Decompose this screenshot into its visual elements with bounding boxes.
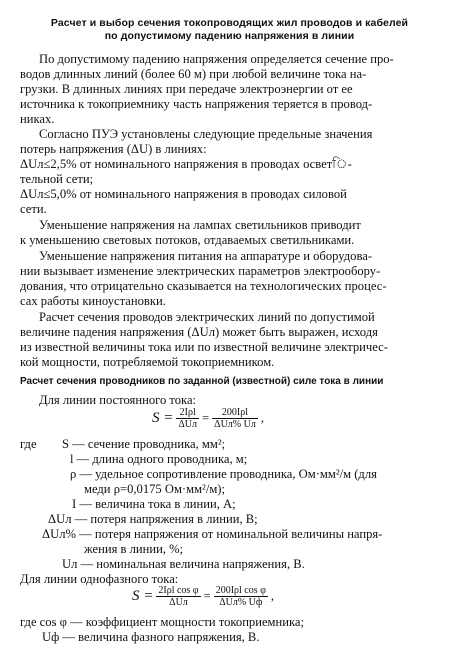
formula-ac-eq: = — [203, 589, 211, 603]
para2-line5: ΔUл≤5,0% от номинального напряжения в проводах силовой — [20, 187, 347, 201]
def-du-pct-cont: жения в линии, %; — [84, 542, 184, 556]
para4-line3: дования, что отрицательно сказывается на технологических процес- — [20, 279, 387, 293]
formula-dc-fraction2 — [212, 407, 258, 430]
ac-intro: Для линии однофазного тока: — [20, 572, 179, 586]
where-label: где — [20, 437, 37, 451]
formula-dc-lhs: S = — [152, 410, 174, 426]
para2-line2: потерь напряжения (ΔU) в линиях: — [20, 142, 207, 156]
formula-ac-fraction2 — [214, 585, 268, 608]
para3-line2: к уменьшению световых потоков, отдаваемых светильниками. — [20, 233, 355, 247]
section-heading-line2: по допустимому падению напряжения в линии — [104, 30, 355, 42]
formula-ac — [132, 585, 274, 608]
def-l: l — длина одного проводника, м; — [70, 452, 248, 466]
formula-ac-f1-num: 2Iρl cos φ — [158, 585, 199, 596]
formula-ac-f2-den: ΔUл% Uф — [219, 597, 263, 608]
para4-line1: Уменьшение напряжения питания на аппаратуре и оборудова- — [39, 249, 373, 263]
para5-line3: из известной величины тока или по известной величине электричес- — [20, 340, 388, 354]
formula-dc-tail: , — [260, 411, 264, 425]
formula-dc-f1-num: 2Iρl — [179, 407, 196, 418]
para2-line1: Согласно ПУЭ установлены следующие предельные значения — [39, 127, 373, 141]
para1-line3: грузки. В длинных линиях при передаче электроэнергии от ее — [20, 82, 353, 96]
para5-line1: Расчет сечения проводов электрических линий по допустимой — [39, 310, 375, 324]
def-s: S — сечение проводника, мм²; — [62, 437, 226, 451]
def-rho-cont: меди ρ=0,0175 Ом·мм²/м); — [84, 482, 225, 496]
dc-intro: Для линии постоянного тока: — [39, 393, 197, 407]
para2-line6: сети. — [20, 202, 47, 216]
para1-line2: водов длинных линий (более 60 м) при любой величине тока на- — [20, 67, 367, 81]
para2-line4: тельной сети; — [20, 172, 94, 186]
formula-dc-f2-num: 200Iρl — [221, 407, 249, 418]
formula-ac-tail: , — [270, 589, 275, 603]
para5-line2: величине падения напряжения (ΔUл) может быть выражен, исходя — [20, 325, 378, 339]
para4-line4: сах работы киноустановки. — [20, 294, 166, 308]
formula-ac-fraction1 — [156, 585, 200, 608]
para3-line1: Уменьшение напряжения на лампах светильников приводит — [39, 218, 361, 232]
para4-line2: нии вызывает изменение электрических параметров электрообору- — [20, 264, 381, 278]
formula-dc-eq: = — [202, 411, 210, 425]
para2-line3: ΔUл≤2,5% от номинального напряжения в проводах осветি- — [20, 157, 352, 171]
formula-ac-lhs: S = — [132, 588, 154, 604]
formula-ac-f2-num: 200Iρl cos φ — [215, 585, 266, 596]
def-i: I — величина тока в линии, А; — [72, 497, 236, 511]
def-du-pct: ΔUл% — потеря напряжения от номинальной величины напря- — [42, 527, 383, 541]
def-du: ΔUл — потеря напряжения в линии, В; — [48, 512, 258, 526]
def-uf: Uф — величина фазного напряжения, В. — [42, 630, 260, 644]
formula-dc-f2-den: ΔUл% Uл — [214, 419, 256, 430]
para1-line4: источника к токоприемнику часть напряжения теряется в провод- — [20, 97, 373, 111]
formula-ac-f1-den: ΔUл — [169, 597, 188, 608]
formula-dc-fraction1 — [176, 407, 199, 430]
subsection-heading: Расчет сечения проводников по заданной (известной) силе тока в линии — [20, 376, 384, 387]
para1-line1: По допустимому падению напряжения определяется сечение про- — [39, 52, 394, 66]
formula-dc — [152, 407, 264, 430]
def-rho: ρ — удельное сопротивление проводника, Ом·мм²/м (для — [70, 467, 377, 481]
formula-dc-f1-den: ΔUл — [178, 419, 198, 430]
def-u: Uл — номинальная величина напряжения, В. — [62, 557, 305, 571]
section-heading-line1: Расчет и выбор сечения токопроводящих жил проводов и кабелей — [50, 17, 409, 29]
para5-line4: кой мощности, потребляемой токоприемником. — [20, 355, 275, 369]
def-cosphi: где cos φ — коэффициент мощности токоприемника; — [20, 615, 305, 629]
para1-line5: никах. — [20, 112, 55, 126]
